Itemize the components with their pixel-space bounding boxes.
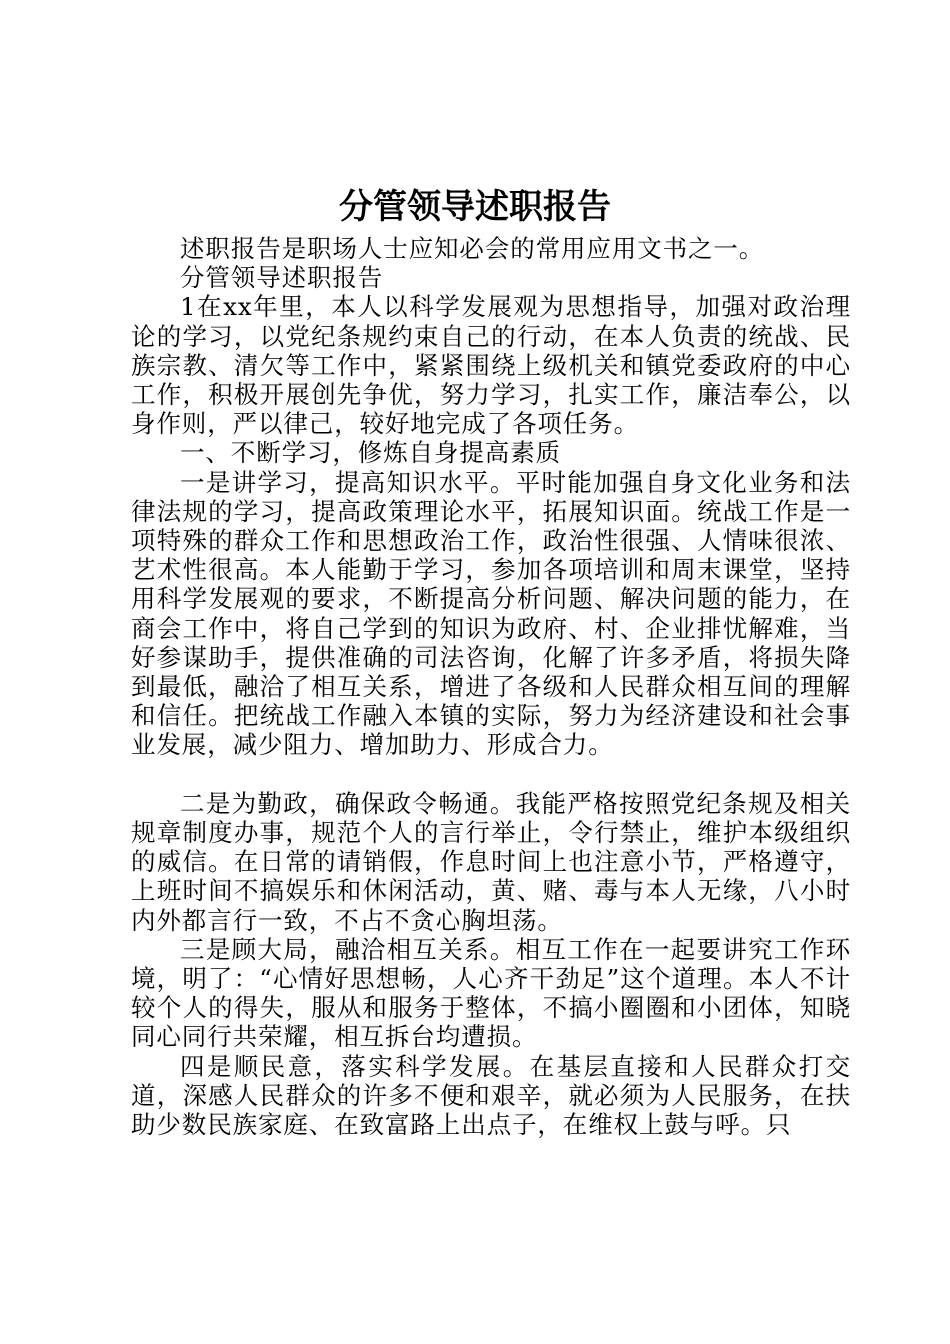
paragraph-point-1: 一是讲学习，提高知识水平。平时能加强自身文化业务和法律法规的学习，提高政策理论水平，拓展知识面。统战工作是一项特殊的群众工作和思想政治工作，政治性很强、人情味很浓、艺术性很高。本人能勤于学习，参加各项培训和周末课堂，坚持用科学发展观的要求，不断提高分析问题、解决问题的能力，在商会工作中，将自己学到的知识为政府、村、企业排忧解难，当好参谋助手，提供准确的司法咨询，化解了许多矛盾，将损失降到最低，融洽了相互关系，增进了各级和人民群众相互间的理解和信任。把统战工作融入本镇的实际，努力为经济建设和社会事业发展，减少阻力、增加助力、形成合力。 xyxy=(131,467,851,760)
paragraph-point-4: 四是顺民意，落实科学发展。在基层直接和人民群众打交道，深感人民群众的许多不便和艰辛，就必须为人民服务，在扶助少数民族家庭、在致富路上出点子，在维权上鼓与呼。只 xyxy=(131,1051,851,1140)
paragraph-intro: 述职报告是职场人士应知必会的常用应用文书之一。 xyxy=(180,234,765,263)
paragraph-point-2: 二是为勤政，确保政令畅通。我能严格按照党纪条规及相关规章制度办事，规范个人的言行举止，令行禁止，维护本级组织的威信。在日常的请销假，作息时间上也注意小节，严格遵守，上班时间不搞娱乐和休闲活动，黄、赌、毒与本人无缘，八小时内外都言行一致，不占不贪心胸坦荡。 xyxy=(131,788,851,935)
section-heading-1: 一、不断学习，修炼自身提高素质 xyxy=(180,438,561,468)
paragraph-overview: 1在xx年里，本人以科学发展观为思想指导，加强对政治理论的学习，以党纪条规约束自己的行动，在本人负责的统战、民族宗教、清欠等工作中，紧紧围绕上级机关和镇党委政府的中心工作，积极开展创先争优，努力学习，扎实工作，廉洁奉公，以身作则，严以律己，较好地完成了各项任务。 xyxy=(131,292,851,439)
paragraph-subtitle: 分管领导述职报告 xyxy=(180,263,384,293)
document-title: 分管领导述职报告 xyxy=(339,187,611,227)
document-body xyxy=(131,234,851,1139)
paragraph-point-3: 三是顾大局，融洽相互关系。相互工作在一起要讲究工作环境，明了：“心情好思想畅，人心齐干劲足”这个道理。本人不计较个人的得失，服从和服务于整体，不搞小圈圈和小团体，知晓同心同行共荣耀，相互拆台均遭损。 xyxy=(131,934,851,1052)
